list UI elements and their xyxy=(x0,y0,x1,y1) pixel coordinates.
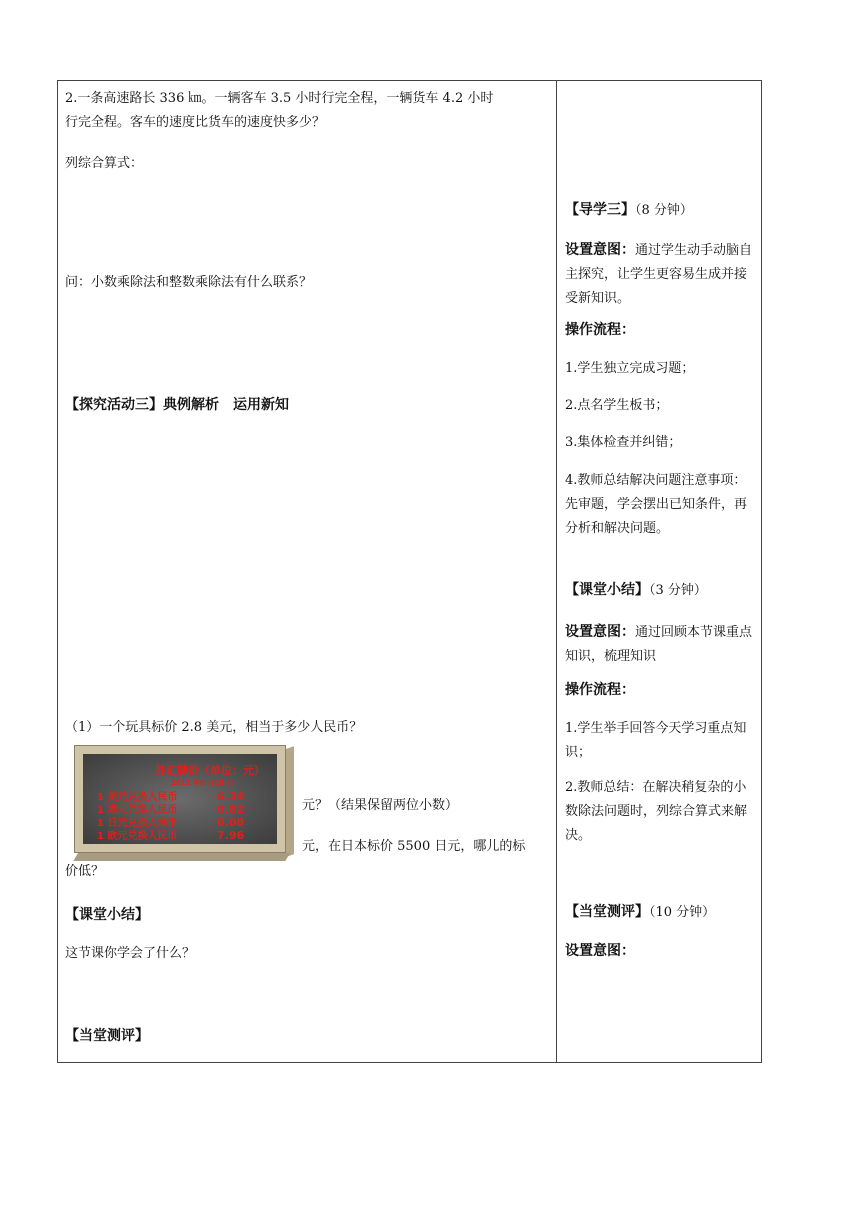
summary-title: 【课堂小结】 xyxy=(65,907,149,923)
exchange-rate-board-image xyxy=(74,745,294,861)
lesson-table xyxy=(57,80,762,1063)
board-row-label: 1 港元兑换人民币 xyxy=(97,805,178,816)
board-title: 外汇牌价（单位：元） xyxy=(155,764,265,777)
board-row-value: 0.82 xyxy=(217,803,245,816)
board-row-label: 1 美元兑换人民币 xyxy=(97,792,178,803)
board-row-value: 7.96 xyxy=(217,829,245,842)
board-row-label: 1 欧元兑换人民币 xyxy=(97,831,178,842)
activity3-title: 【探究活动三】典例解析 运用新知 xyxy=(65,397,289,413)
example-2-partial: 元？（结果保留两位小数） xyxy=(302,798,459,813)
test-title: 【当堂测评】 xyxy=(65,1028,149,1044)
summary-step: 1.学生举手回答今天学习重点知识； xyxy=(565,721,747,760)
example-3-line2: 价低？ xyxy=(65,864,105,879)
guide3-heading: 【导学三】（8 分钟） xyxy=(565,202,693,218)
board-row-value: 0.08 xyxy=(217,816,245,829)
guide3-process-label: 操作流程： xyxy=(565,322,635,338)
summary-heading: 【课堂小结】（3 分钟） xyxy=(565,582,707,598)
board-row-label: 1 日元兑换人民币 xyxy=(97,818,178,829)
summary-question: 这节课你学会了什么？ xyxy=(65,946,196,961)
guide3-step: 3.集体检查并纠错； xyxy=(565,435,682,450)
formula-label: 列综合算式： xyxy=(65,156,144,171)
test-heading: 【当堂测评】（10 分钟） xyxy=(565,904,716,920)
guide3-step: 1.学生独立完成习题； xyxy=(565,361,695,376)
q2-line1: 2.一条高速路长 336 ㎞。一辆客车 3.5 小时行完全程，一辆货车 4.2 小时 xyxy=(65,91,494,106)
column-divider xyxy=(556,81,557,1062)
question-relation: 问：小数乘除法和整数乘除法有什么联系？ xyxy=(65,275,313,290)
summary-intent: 设置意图：通过回顾本节课重点知识，梳理知识 xyxy=(565,624,753,664)
board-date: 2012 年8 月28 日 xyxy=(171,779,234,787)
guide3-step: 4.教师总结解决问题注意事项：先审题，学会摆出已知条件，再分析和解决问题。 xyxy=(565,473,748,536)
guide3-intent: 设置意图：通过学生动手动脑自主探究，让学生更容易生成并接受新知识。 xyxy=(565,242,753,306)
summary-process-label: 操作流程： xyxy=(565,682,635,698)
test-intent-label: 设置意图： xyxy=(565,943,635,959)
q2-line2: 行完全程。客车的速度比货车的速度快多少？ xyxy=(65,115,326,130)
board-row-value: 6.34 xyxy=(217,790,245,803)
guide3-step: 2.点名学生板书； xyxy=(565,398,669,413)
summary-step: 2.教师总结：在解决稍复杂的小数除法问题时，列综合算式来解决。 xyxy=(565,780,748,843)
example-1: （1）一个玩具标价 2.8 美元，相当于多少人民币？ xyxy=(65,720,363,735)
board-screen xyxy=(83,754,277,844)
example-3-partial: 元，在日本标价 5500 日元，哪儿的标 xyxy=(302,839,526,854)
